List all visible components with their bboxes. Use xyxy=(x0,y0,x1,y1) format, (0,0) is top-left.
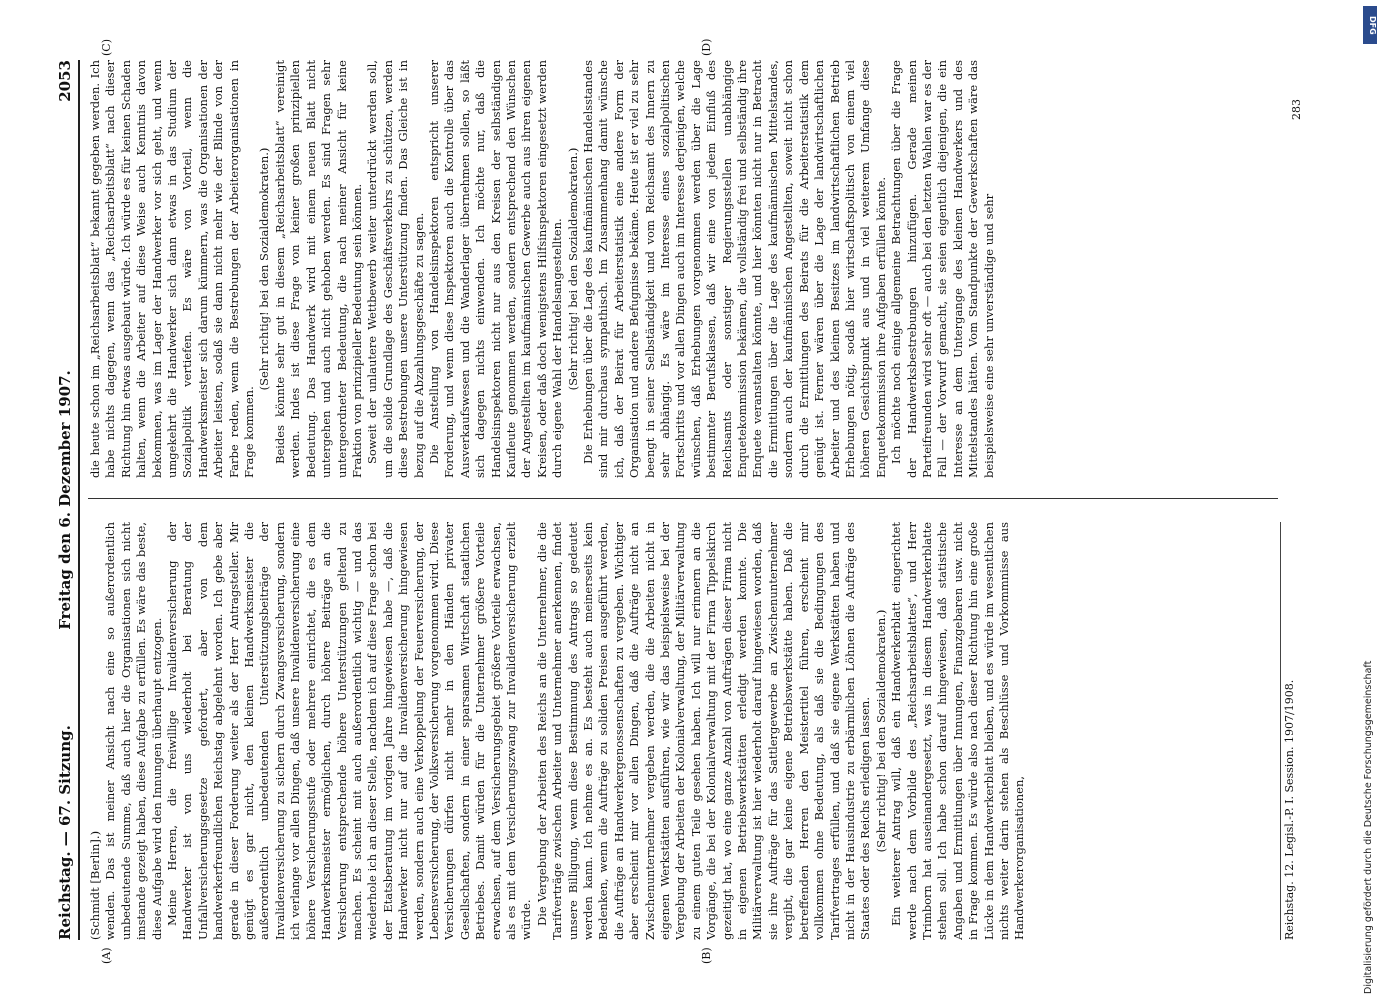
header-session: Reichstag. — 67. Sitzung. xyxy=(56,725,74,940)
speaker-name: (Schmidt [Berlin].) xyxy=(88,830,102,940)
interjection: (Sehr richtig! bei den Sozialdemokraten.) xyxy=(873,609,888,853)
column-divider xyxy=(88,498,1278,499)
sheet-number: 283 xyxy=(1290,99,1303,120)
watermark-text: Digitalisierung gefördert durch die Deutsche Forschungsgemeinschaft xyxy=(1363,660,1374,994)
paragraph: Ich möchte noch einige allgemeine Betrachtungen über die Frage der Handwerksbestrebungen hinzufügen. Gerade meinen Parteifreunden wird sehr oft — auch bei den letzten Wahlen war es der Fall — der Vorwurf gemacht, sie seien eigentlich diejenigen, die ein Interesse an dem Untergange des kleinen Handwerkers und des Mittelstandes hätten. Vom Standpunkte der Gewerkschaften wäre das beispielsweise eine sehr unverständige und sehr xyxy=(889,60,996,478)
page-header xyxy=(52,60,80,940)
header-page-number: 2053 xyxy=(56,60,74,102)
paragraph: wenden. Das ist meiner Ansicht nach eine so außerordentlich unbedeutende Summe, daß auch hier die Organisationen sich nicht imstande gezeigt haben, diese Aufgabe zu erfüllen. Es wäre das beste, diese Aufgabe wird den Innungen überhaupt entzogen. xyxy=(103,522,164,940)
left-column xyxy=(88,522,1274,940)
margin-label-d: (D) xyxy=(700,38,713,56)
dfg-logo: DFG xyxy=(1363,6,1377,44)
margin-label-a: (A) xyxy=(100,947,113,964)
watermark xyxy=(1361,6,1377,994)
page-footer: Reichstag. 12. Legisl.-P. I. Session. 1907/1908. xyxy=(1280,522,1296,940)
interjection: (Sehr richtig! bei den Sozialdemokraten.) xyxy=(565,147,580,391)
interjection: (Sehr richtig! bei den Sozialdemokraten.) xyxy=(257,147,272,391)
right-column xyxy=(88,60,1274,478)
margin-label-b: (B) xyxy=(700,947,713,964)
paragraph: die heute schon im „Reichsarbeitsblatt“ bekannt gegeben werden. Ich habe nichts dagegen, wenn das „Reichsarbeitsblatt“ nach dieser Richtung hin etwas ausgebaut würde. Ich würde es für keinen Schaden halten, wenn die Arbeiter auf diese Weise auch Kenntnis davon bekommen, was im Lager der Handwerker vor sich geht, und wenn umgekehrt die Handwerker sich dann etwas in das Studium der Sozialpolitik vertiefen. Es wäre von Vorteil, wenn die Handwerksmeister sich darum kümmern, was die Organisationen der Arbeiter leisten, sodaß sie dann nicht mehr wie der Blinde von der Farbe reden, wenn die Bestrebungen der Arbeiterorganisationen in Frage kommen. xyxy=(88,60,257,478)
paragraph: Ein weiterer Antrag will, daß ein Handwerkerblatt eingerichtet werde nach dem Vorbilde des „Reichsarbeitsblattes“, und Herr Trimborn hat auseinandergesetzt, was in diesem Handwerkerblatte stehen soll. Ich habe schon darauf hingewiesen, daß statistische Angaben und Ermittlungen über Innungen, Finanzgebaren usw. nicht in Frage kommen. Es würde also nach dieser Richtung hin eine große Lücke in dem Handwerkerblatt bleiben, und es würde im wesentlichen nichts weiter darin stehen als Beschlüsse und Vorkommnisse aus Handwerkerorganisationen, xyxy=(889,522,1027,940)
paragraph: Die Vergebung der Arbeiten des Reichs an die Unternehmer, die die Tarifverträge zwischen Arbeiter und Unternehmer anerkennen, findet unsere Billigung, wenn diese Bestimmung des Antrags so gedeutet werden kann. Ich nehme es an. Es besteht auch meinerseits kein Bedenken, wenn die Aufträge zu soliden Preisen ausgeführt werden, die Aufträge an Handwerkergenossenschaften zu vergeben. Wichtiger aber erscheint mir vor allen Dingen, daß die Aufträge nicht an Zwischenunternehmer vergeben werden, die die Arbeiten nicht in eigenen Werkstätten ausführen, wie wir das beispielsweise bei der Vergebung der Arbeiten der Kolonialverwaltung, der Militärverwaltung zu einem guten Teile gesehen haben. Ich will nur erinnern an die Vorgänge, die bei der Kolonialverwaltung mit der Firma Tippelskirch gezeitigt hat, wo eine ganze Anzahl von Aufträgen dieser Firma nicht in eigenen Betriebswerkstätten erledigt werden konnte. Die Militärverwaltung ist hier wiederholt darauf hingewiesen worden, daß sie ihre Aufträge für das Sattlergewerbe an Zwischenunternehmer vergibt, die gar keine eigene Betriebswerkstätte haben. Daß die betreffenden Herren den Meistertitel führen, erscheint mir vollkommen ohne Bedeutung, als daß sie die Bedingungen des Tarifvertrages erfüllen, und daß sie eigene Werkstätten haben und nicht in der Hausindustrie zu erbärmlichen Löhnen die Aufträge des Staates oder des Reichs erledigen lassen. xyxy=(534,522,873,940)
paragraph: Die Anstellung von Handelsinspektoren entspricht unserer Forderung, und wenn diese Inspektoren auch die Kontrolle über das Ausverkaufswesen und die Wanderlager übernehmen sollen, so läßt sich dagegen nichts einwenden. Ich möchte nur, daß die Handelsinspektoren nicht nur aus den Kreisen der selbständigen Kaufleute genommen werden, sondern entsprechend den Wünschen der Angestellten im kaufmännischen Gewerbe auch aus ihren eigenen Kreisen, oder daß doch wenigstens Hilfsinspektoren eingesetzt werden durch eigene Wahl der Handelsangestellten. xyxy=(426,60,565,478)
margin-label-c: (C) xyxy=(100,39,113,56)
header-date: Freitag den 6. Dezember 1907. xyxy=(56,370,74,630)
paragraph: Meine Herren, die freiwillige Invalidenversicherung der Handwerker ist von uns wiederholt bei Beratung der Unfallversicherungsgesetze gefordert, aber von dem handwerkerfreundlichen Reichstag abgelehnt worden. Ich gebe aber gerade in dieser Forderung weiter als der Herr Antragsteller. Mir genügt es gar nicht, den kleinen Handwerksmeister die außerordentlich unbedeutenden Unterstützungsbeiträge der Invalidenversicherung zu sichern durch Zwangsversicherung, sondern ich verlange vor allen Dingen, daß unsere Invalidenversicherung eine höhere Versicherungsstufe oder mehrere einrichtet, die es dem Handwerksmeister ermöglichen, durch höhere Beiträge an die Versicherung entsprechende höhere Unterstützungen geltend zu machen. Es scheint mit auch außerordentlich wichtig — und das wiederhole ich an dieser Stelle, nachdem ich auf diese Frage schon bei der Etatsberatung im vorigen Jahre hingewiesen habe —, daß die Handwerker nicht nur auf die Invalidenversicherung hingewiesen werden, sondern auch eine Verkoppelung der Feuerversicherung, der Lebensversicherung, der Volksversicherung vorgenommen wird. Diese Versicherungen dürfen nicht mehr in den Händen privater Gesellschaften, sondern in einer sparsamen Wirtschaft staatlichen Betriebes. Damit würden für die Unternehmer größere Vorteile erwachsen, auf dem Versicherungsgebiet größere Vorteile erwachsen, als es mit dem Versicherungszwang zur Invalidenversicherung erzielt würde. xyxy=(165,522,534,940)
paragraph: Beides könnte sehr gut in diesem „Reichsarbeitsblatt“ vereinigt werden. Indes ist diese Frage von keiner großen prinzipiellen Bedeutung. Das Handwerk wird mit einem neuen Blatt nicht untergehen und auch nicht gehoben werden. Es sind Fragen sehr untergeordneter Bedeutung, die nach meiner Ansicht für keine Fraktion von prinzipieller Bedeutung sein können. xyxy=(272,60,364,478)
paragraph: Soweit der unlautere Wettbewerb weiter unterdrückt werden soll, um die solide Grundlage des Geschäftsverkehrs zu schützen, werden diese Bestrebungen unsere Unterstützung finden. Das Gleiche ist in bezug auf die Abzahlungsgeschäfte zu sagen. xyxy=(365,60,426,478)
paragraph: Die Erhebungen über die Lage des kaufmännischen Handelsstandes sind mir durchaus sympathisch. Im Zusammenhang damit wünsche ich, daß der Beirat für Arbeiterstatistik eine andere Form der Organisation und andere Befugnisse bekäme. Heute ist er viel zu sehr beengt in seiner Selbständigkeit und vom Reichsamt des Innern zu sehr abhängig. Es wäre im Interesse eines sozialpolitischen Fortschritts und vor allen Dingen auch im Interesse derjenigen, welche wünschen, daß Erhebungen vorgenommen werden über die Lage bestimmter Berufsklassen, daß wir eine von jedem Einfluß des Reichsamts oder sonstiger Regierungsstellen unabhängige Enquetekommission bekämen, die vollständig frei und selbständig ihre Enquete veranstalten könnte, und hier könnten nicht nur in Betracht die Ermittlungen über die Lage des kaufmännischen Mittelstandes, sondern auch der kaufmännischen Angestellten, soweit nicht schon durch die Ermittlungen des Beirats für die Arbeiterstatistik dem genügt ist. Ferner wären über die Lage der landwirtschaftlichen Arbeiter und des kleinen Besitzes im landwirtschaftlichen Betrieb Erhebungen nötig, sodaß hier wirtschaftspolitisch von einem viel höheren Gesichtspunkt aus und in viel weiterem Umfange diese Enquetekommission ihre Aufgaben erfüllen könnte. xyxy=(581,60,888,478)
